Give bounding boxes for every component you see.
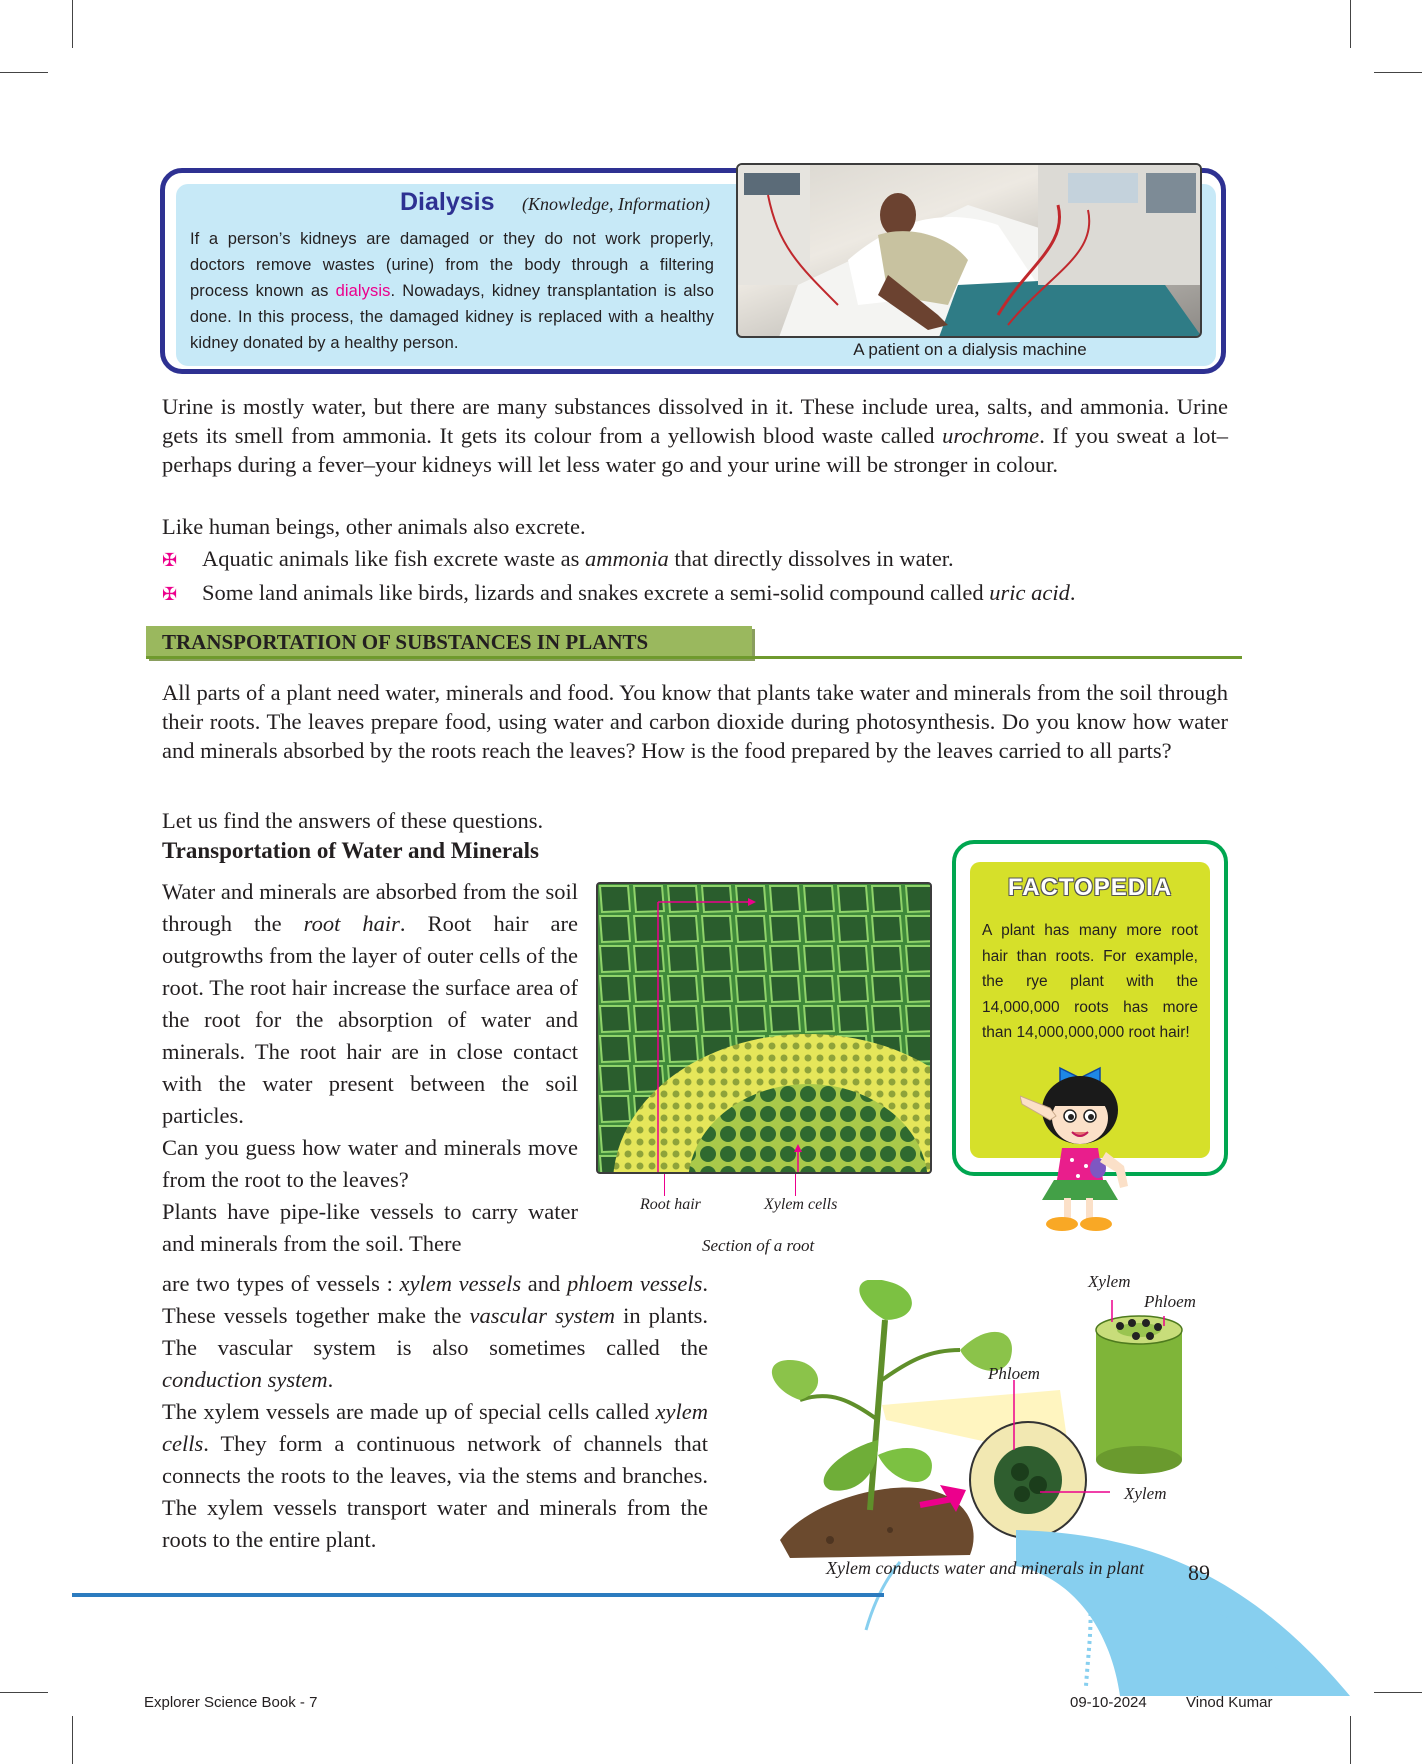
subheading: Transportation of Water and Minerals <box>162 838 539 863</box>
factopedia-title: FACTOPEDIA <box>1007 874 1173 901</box>
page-number: 89 <box>1188 1560 1210 1585</box>
animals-line: Like human beings, other animals also excrete. <box>162 514 586 539</box>
bullet-item: ✠ Aquatic animals like fish excrete waste as ammonia that directly dissolves in water. <box>162 546 954 571</box>
dialysis-text: If a person’s kidneys are damaged or they do not work properly, doctors remove wastes (urine) from the body through a filtering process known as dialysis. Nowadays, kidney transplantation is also done. In this process, the damaged kidney is replaced with a healthy kidney donated by a healthy person. <box>190 230 714 352</box>
cross-bullet-icon: ✠ <box>162 584 178 604</box>
factopedia-text: A plant has many more root hair than roots. For example, the rye plant with the 14,000,000 roots has more than 14,000,000,000 root hair! <box>982 922 1198 1041</box>
dialysis-photo <box>736 163 1202 338</box>
footer-date: 09-10-2024 <box>1070 1694 1147 1711</box>
xylem-bottom-label: Xylem <box>1124 1484 1167 1503</box>
vessels-paragraph: are two types of vessels : xylem vessels and phloem vessels. These vessels together make the vascular system in plants. The vascular system is also sometimes called the conduction system. The xylem vessels are made up of special cells called xylem cells. They form a continuous network of channels that connects the roots to the leaves, via the stems and branches. The xylem vessels transport water and minerals from the roots to the entire plant. <box>162 1271 708 1552</box>
dialysis-subtitle: (Knowledge, Information) <box>522 194 710 214</box>
crop-mark <box>1374 72 1422 73</box>
footer-author: Vinod Kumar <box>1186 1694 1273 1711</box>
water-paragraph: Water and minerals are absorbed from the soil through the root hair. Root hair are outgrowths from the layer of outer cells of the root. The root hair increase the surface area of the root for the absorption of water and minerals. The root hair are in close contact with the water present between the soil particles. Can you guess how water and minerals move from the root to the leaves? Plants have pipe-like vessels to carry water and minerals from the soil. There <box>162 879 578 1256</box>
crop-mark <box>0 1692 48 1693</box>
phloem-top-label: Phloem <box>1144 1292 1196 1311</box>
dialysis-highlight: dialysis <box>335 282 391 300</box>
dialysis-title: Dialysis <box>400 188 495 216</box>
plants-paragraph: All parts of a plant need water, minerals and food. You know that plants take water and minerals from the soil through their roots. The leaves prepare food, using water and carbon dioxide during photosynthesis. Do you know how water and minerals absorbed by the roots reach the leaves? How is the food prepared by the leaves carried to all parts? <box>162 680 1228 763</box>
crop-mark <box>0 72 48 73</box>
root-section-image <box>596 882 932 1174</box>
footer-book-title: Explorer Science Book - 7 <box>144 1694 318 1711</box>
cross-bullet-icon: ✠ <box>162 550 178 570</box>
root-hair-pointer <box>664 1174 665 1196</box>
crop-mark <box>1350 1716 1351 1764</box>
urine-paragraph: Urine is mostly water, but there are many substances dissolved in it. These include urea, salts, and ammonia. Urine gets its smell from ammonia. It gets its colour from a yellowish blood waste called urochrome. If you sweat a lot–perhaps during a fever–your kidneys will let less water go and your urine will be stronger in colour. <box>162 394 1228 477</box>
bullet-item: ✠ Some land animals like birds, lizards and snakes excrete a semi-solid compound called uric acid. <box>162 580 1076 605</box>
xylem-cells-label: Xylem cells <box>764 1196 838 1213</box>
crop-mark <box>1374 1692 1422 1693</box>
dialysis-caption: A patient on a dialysis machine <box>853 340 1087 359</box>
footer-rule <box>72 1593 884 1597</box>
xylem-top-label: Xylem <box>1088 1272 1131 1291</box>
decorative-swoosh <box>820 1526 1360 1696</box>
phloem-mid-label: Phloem <box>988 1364 1040 1383</box>
crop-mark <box>72 0 73 48</box>
answers-line: Let us find the answers of these questions. <box>162 808 544 833</box>
root-figure-caption: Section of a root <box>702 1236 815 1255</box>
xylem-cells-pointer <box>795 1174 796 1196</box>
root-hair-label: Root hair <box>640 1196 701 1213</box>
section-heading-rule <box>146 656 1242 659</box>
crop-mark <box>72 1716 73 1764</box>
plant-figure-caption: Xylem conducts water and minerals in plant <box>826 1558 1144 1578</box>
section-heading: TRANSPORTATION OF SUBSTANCES IN PLANTS <box>162 630 649 654</box>
crop-mark <box>1350 0 1351 48</box>
cartoon-girl-illustration <box>1020 1048 1160 1234</box>
